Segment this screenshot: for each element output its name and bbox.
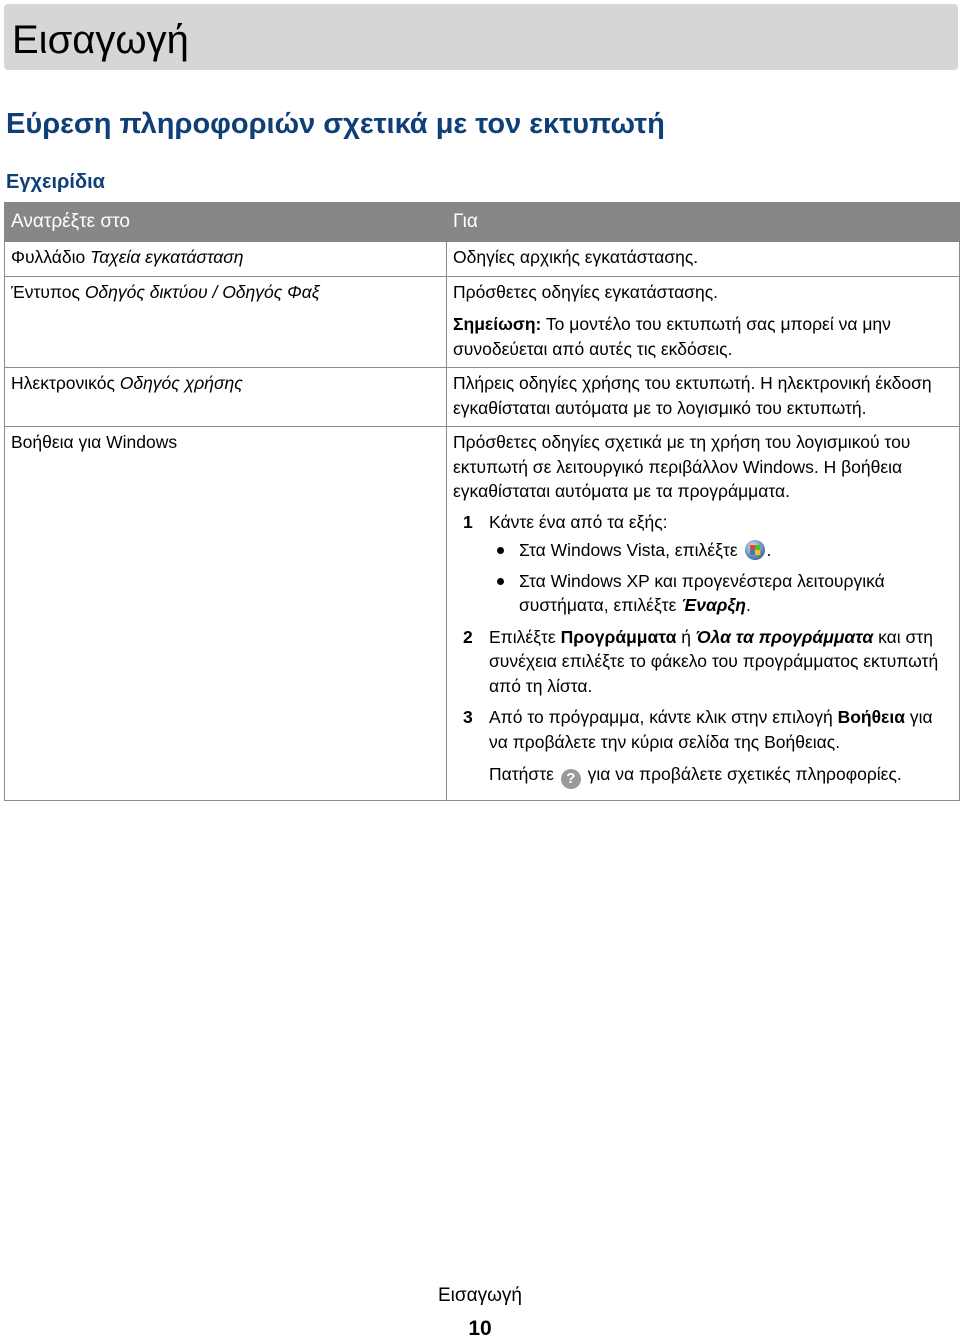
step-number: 2: [463, 626, 473, 647]
description-text: Πρόσθετες οδηγίες σχετικά με τη χρήση του λογισμικού του εκτυπωτή σε λειτουργικό περιβάλλον Windows. Η βοήθεια εγκαθίσταται αυτόματα με τα προγράμματα.: [453, 432, 911, 501]
reference-title: Οδηγός δικτύου / Οδηγός Φαξ: [84, 281, 320, 302]
step-text: Από το πρόγραμμα, κάντε κλικ στην επιλογή: [489, 707, 838, 727]
step-text: Κάντε ένα από τα εξής:: [489, 511, 668, 532]
manuals-table: [4, 202, 960, 801]
help-question-icon: ?: [561, 769, 581, 789]
section-title: Εύρεση πληροφοριών σχετικά με τον εκτυπωτή: [6, 108, 665, 140]
bullet-item: [489, 538, 953, 563]
table-row: [5, 427, 960, 801]
start-menu-label: Έναρξη: [681, 595, 746, 615]
chapter-title: Εισαγωγή: [12, 18, 189, 62]
description-text: Οδηγίες αρχικής εγκατάστασης.: [453, 247, 699, 267]
note: [453, 312, 953, 361]
table-row: [5, 368, 960, 427]
help-hint: [489, 762, 953, 789]
reference-title: Ταχεία εγκατάσταση: [90, 247, 244, 267]
all-programs-label: Όλα τα προγράμματα: [695, 626, 874, 647]
subsection-title: Εγχειρίδια: [6, 171, 105, 193]
reference-cell: [5, 368, 447, 427]
reference-title: Οδηγός χρήσης: [119, 373, 243, 393]
step-item: [453, 705, 953, 789]
step-text: για να προβάλετε την κύρια σελίδα της Βοήθειας.: [489, 707, 933, 752]
reference-cell: [5, 242, 447, 277]
footer-chapter-label: Εισαγωγή: [437, 1285, 522, 1306]
bullet-text: Στα Windows XP και προγενέστερα λειτουργικά συστήματα, επιλέξτε: [519, 570, 885, 615]
step-item: [453, 510, 953, 618]
description-cell: [447, 242, 960, 277]
hint-text-end: για να προβάλετε σχετικές πληροφορίες.: [582, 764, 902, 784]
reference-cell: [5, 276, 447, 368]
page-number: 10: [468, 1317, 492, 1340]
reference-cell: [5, 427, 447, 801]
bullet-item: [489, 569, 953, 618]
step-number: 1: [463, 511, 473, 532]
note-label: Σημείωση:: [453, 314, 542, 334]
note-text: Το μοντέλο του εκτυπωτή σας μπορεί να μην συνοδεύεται από αυτές τις εκδόσεις.: [453, 314, 891, 359]
bullet-text-end: .: [745, 595, 751, 615]
column-header-purpose: Για: [447, 203, 960, 242]
table-row: [5, 276, 960, 368]
column-header-reference: Ανατρέξτε στο: [5, 203, 447, 242]
step-item: [453, 625, 953, 699]
hint-text: Πατήστε: [489, 764, 559, 784]
reference-text: Φυλλάδιο: [11, 247, 91, 267]
table-header-row: [5, 203, 960, 242]
bullet-text-end: .: [766, 540, 772, 560]
description-text: Πλήρεις οδηγίες χρήσης του εκτυπωτή. Η ηλεκτρονική έκδοση εγκαθίσταται αυτόματα με το λογισμικό του εκτυπωτή.: [453, 373, 932, 418]
reference-text: Ηλεκτρονικός: [11, 373, 120, 393]
bullet-dot-icon: [497, 578, 504, 585]
reference-text: Έντυπος: [11, 281, 85, 302]
step-number: 3: [463, 707, 473, 727]
help-label: Βοήθεια: [837, 707, 905, 727]
description-cell: [447, 368, 960, 427]
step-text: Επιλέξτε: [489, 626, 561, 647]
table-row: [5, 242, 960, 277]
step-text: και στη συνέχεια επιλέξτε το φάκελο του προγράμματος εκτυπωτή από τη λίστα.: [489, 626, 939, 696]
description-text: Πρόσθετες οδηγίες εγκατάστασης.: [453, 281, 719, 302]
reference-text: Βοήθεια για Windows: [11, 432, 178, 452]
description-cell: [447, 427, 960, 801]
bullet-dot-icon: [497, 547, 504, 554]
programs-label: Προγράμματα: [560, 626, 677, 647]
windows-vista-start-icon: [745, 540, 765, 560]
chapter-header-bar: [4, 4, 958, 70]
bullet-list: [489, 538, 953, 618]
step-text: ή: [676, 626, 696, 647]
bullet-text: Στα Windows Vista, επιλέξτε: [519, 540, 743, 560]
steps-list: [453, 510, 953, 790]
description-cell: [447, 276, 960, 368]
